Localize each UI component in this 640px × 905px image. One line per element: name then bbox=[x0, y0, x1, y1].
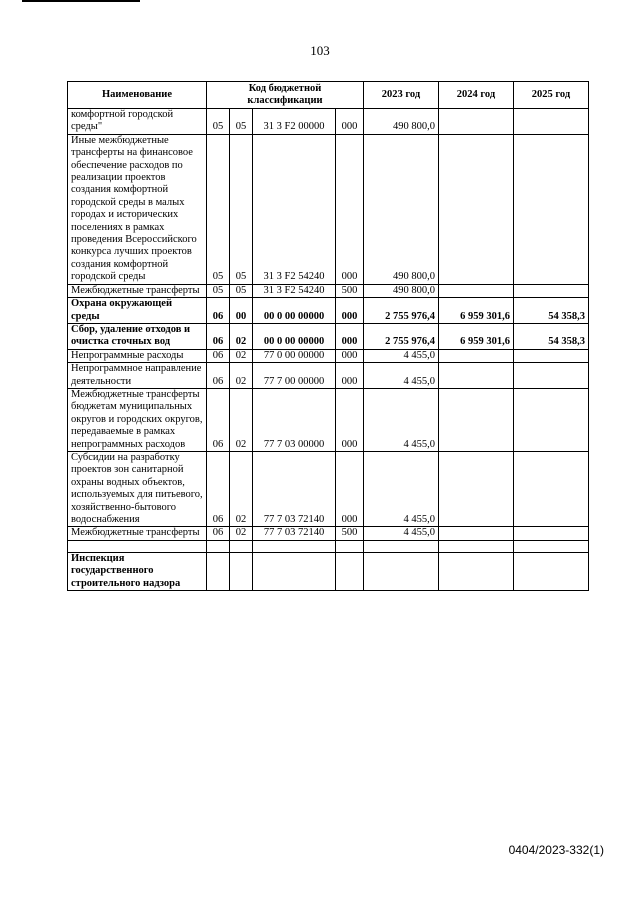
row-2023 bbox=[364, 540, 439, 552]
table-row bbox=[68, 451, 589, 526]
row-2025 bbox=[514, 349, 589, 362]
table-header-row bbox=[68, 82, 589, 109]
row-section: 05 bbox=[207, 109, 230, 135]
document-code: 0404/2023-332(1) bbox=[508, 843, 604, 857]
row-expense-type: 000 bbox=[336, 363, 364, 389]
row-subsection: 05 bbox=[230, 109, 253, 135]
row-section: 06 bbox=[207, 349, 230, 362]
header-2024: 2024 год bbox=[439, 82, 514, 109]
row-subsection: 02 bbox=[230, 349, 253, 362]
budget-table bbox=[67, 81, 589, 591]
row-2025 bbox=[514, 388, 589, 451]
row-expense-type: 500 bbox=[336, 527, 364, 540]
table-row bbox=[68, 349, 589, 362]
row-target-article: 31 3 F2 00000 bbox=[253, 109, 336, 135]
row-name: Сбор, удаление отходов и очистка сточных вод bbox=[68, 323, 207, 349]
row-expense-type: 000 bbox=[336, 109, 364, 135]
row-2024 bbox=[439, 540, 514, 552]
row-target-article: 77 7 03 72140 bbox=[253, 451, 336, 526]
row-2023: 4 455,0 bbox=[364, 527, 439, 540]
row-name: Иные межбюджетные трансферты на финансовое обеспечение расходов по реализации проектов создания комфортной городской среды в малых городах и исторических поселениях в рамках проведения Всероссийского конкурса лучших проектов создания комфортной городской среды bbox=[68, 134, 207, 284]
row-2023: 490 800,0 bbox=[364, 134, 439, 284]
row-2025 bbox=[514, 552, 589, 590]
row-section bbox=[207, 552, 230, 590]
row-target-article: 77 7 00 00000 bbox=[253, 363, 336, 389]
row-2024 bbox=[439, 388, 514, 451]
row-expense-type: 000 bbox=[336, 451, 364, 526]
row-target-article: 77 7 03 72140 bbox=[253, 527, 336, 540]
header-name: Наименование bbox=[68, 82, 207, 109]
row-2023 bbox=[364, 552, 439, 590]
row-2024 bbox=[439, 363, 514, 389]
row-2025 bbox=[514, 451, 589, 526]
row-target-article: 77 0 00 00000 bbox=[253, 349, 336, 362]
row-2025: 54 358,3 bbox=[514, 298, 589, 324]
row-name: комфортной городской среды" bbox=[68, 109, 207, 135]
row-2024: 6 959 301,6 bbox=[439, 323, 514, 349]
header-2023: 2023 год bbox=[364, 82, 439, 109]
row-expense-type bbox=[336, 552, 364, 590]
row-2024 bbox=[439, 109, 514, 135]
row-2023: 4 455,0 bbox=[364, 388, 439, 451]
table-row bbox=[68, 527, 589, 540]
row-name: Охрана окружающей среды bbox=[68, 298, 207, 324]
row-2023: 4 455,0 bbox=[364, 363, 439, 389]
row-name: Непрограммное направление деятельности bbox=[68, 363, 207, 389]
row-2025 bbox=[514, 363, 589, 389]
table-row bbox=[68, 552, 589, 590]
row-subsection: 00 bbox=[230, 298, 253, 324]
row-2023: 4 455,0 bbox=[364, 349, 439, 362]
row-target-article: 31 3 F2 54240 bbox=[253, 134, 336, 284]
header-code: Код бюджетной классификации bbox=[207, 82, 364, 109]
row-2023: 2 755 976,4 bbox=[364, 298, 439, 324]
row-2025 bbox=[514, 527, 589, 540]
row-subsection bbox=[230, 552, 253, 590]
row-2023: 4 455,0 bbox=[364, 451, 439, 526]
row-subsection: 02 bbox=[230, 451, 253, 526]
row-name: Межбюджетные трансферты bbox=[68, 284, 207, 297]
header-2025: 2025 год bbox=[514, 82, 589, 109]
page-number: 103 bbox=[310, 43, 330, 58]
table-row bbox=[68, 388, 589, 451]
row-target-article: 31 3 F2 54240 bbox=[253, 284, 336, 297]
row-subsection: 02 bbox=[230, 527, 253, 540]
table-row bbox=[68, 134, 589, 284]
row-target-article: 00 0 00 00000 bbox=[253, 298, 336, 324]
row-section: 05 bbox=[207, 284, 230, 297]
row-name: Субсидии на разработку проектов зон санитарной охраны водных объектов, используемых для питьевого, хозяйственно-бытового водоснабжения bbox=[68, 451, 207, 526]
table-row bbox=[68, 109, 589, 135]
row-2024: 6 959 301,6 bbox=[439, 298, 514, 324]
row-name: Инспекция государственного строительного надзора bbox=[68, 552, 207, 590]
row-section: 06 bbox=[207, 388, 230, 451]
row-expense-type: 000 bbox=[336, 298, 364, 324]
row-2023: 490 800,0 bbox=[364, 284, 439, 297]
row-name bbox=[68, 540, 207, 552]
top-rule bbox=[22, 0, 140, 2]
row-target-article bbox=[253, 552, 336, 590]
table-row bbox=[68, 298, 589, 324]
row-target-article bbox=[253, 540, 336, 552]
row-2025 bbox=[514, 109, 589, 135]
row-2024 bbox=[439, 451, 514, 526]
row-section: 06 bbox=[207, 451, 230, 526]
row-2023: 490 800,0 bbox=[364, 109, 439, 135]
row-subsection: 02 bbox=[230, 323, 253, 349]
row-2024 bbox=[439, 552, 514, 590]
row-name: Непрограммные расходы bbox=[68, 349, 207, 362]
row-expense-type: 500 bbox=[336, 284, 364, 297]
row-section: 06 bbox=[207, 363, 230, 389]
row-subsection: 02 bbox=[230, 363, 253, 389]
row-section: 06 bbox=[207, 527, 230, 540]
row-2023: 2 755 976,4 bbox=[364, 323, 439, 349]
row-expense-type: 000 bbox=[336, 134, 364, 284]
row-name: Межбюджетные трансферты бюджетам муниципальных округов и городских округов, передаваемые в рамках непрограммных расходов bbox=[68, 388, 207, 451]
row-2024 bbox=[439, 527, 514, 540]
row-2025: 54 358,3 bbox=[514, 323, 589, 349]
row-2025 bbox=[514, 284, 589, 297]
table-row-empty bbox=[68, 540, 589, 552]
row-section: 05 bbox=[207, 134, 230, 284]
row-2025 bbox=[514, 540, 589, 552]
row-2024 bbox=[439, 134, 514, 284]
row-section bbox=[207, 540, 230, 552]
row-2024 bbox=[439, 349, 514, 362]
table-row bbox=[68, 284, 589, 297]
row-subsection: 02 bbox=[230, 388, 253, 451]
row-2024 bbox=[439, 284, 514, 297]
row-subsection: 05 bbox=[230, 284, 253, 297]
row-section: 06 bbox=[207, 298, 230, 324]
row-name: Межбюджетные трансферты bbox=[68, 527, 207, 540]
row-expense-type: 000 bbox=[336, 388, 364, 451]
row-subsection: 05 bbox=[230, 134, 253, 284]
row-target-article: 00 0 00 00000 bbox=[253, 323, 336, 349]
row-2025 bbox=[514, 134, 589, 284]
row-expense-type: 000 bbox=[336, 349, 364, 362]
row-section: 06 bbox=[207, 323, 230, 349]
row-target-article: 77 7 03 00000 bbox=[253, 388, 336, 451]
row-expense-type: 000 bbox=[336, 323, 364, 349]
row-subsection bbox=[230, 540, 253, 552]
row-expense-type bbox=[336, 540, 364, 552]
table-row bbox=[68, 323, 589, 349]
table-row bbox=[68, 363, 589, 389]
